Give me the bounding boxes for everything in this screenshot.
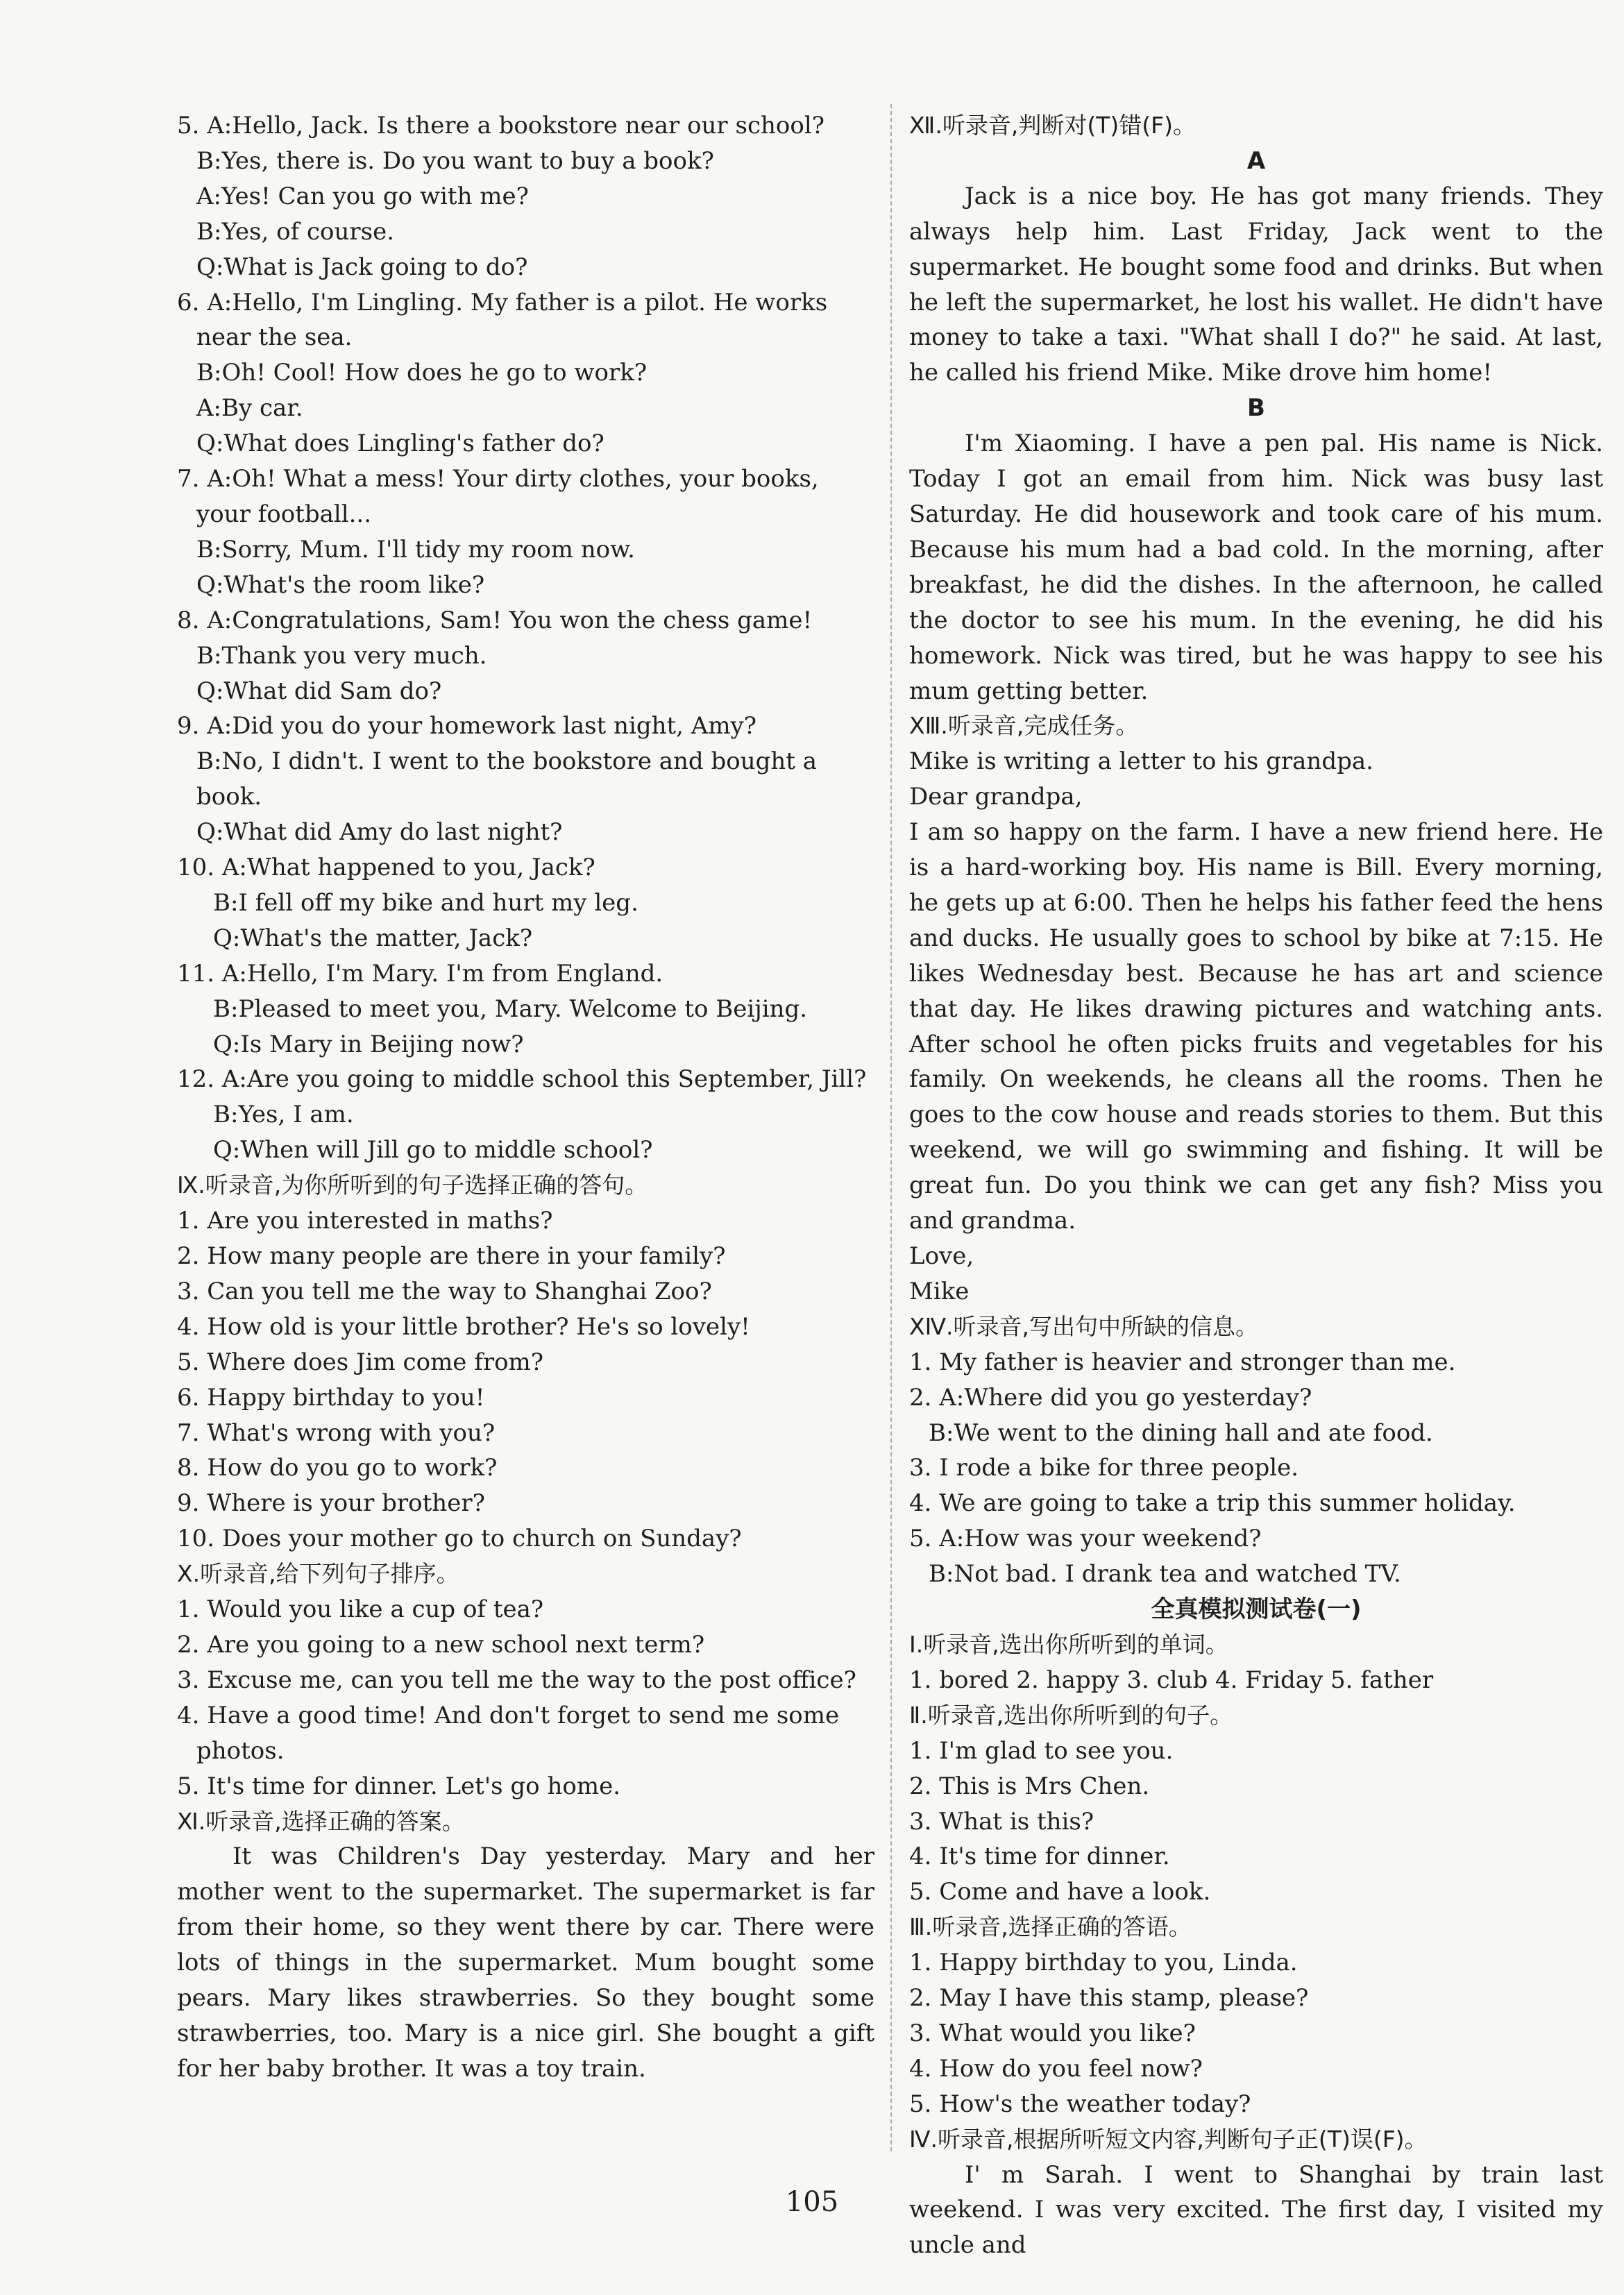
text-line: 3. I rode a bike for three people. — [909, 1454, 1299, 1482]
section-heading: Ⅺ.听录音,选择正确的答案。 — [177, 1807, 465, 1835]
text-line: Q:What does Lingling's father do? — [196, 430, 604, 458]
text-line: 9. A:Did you do your homework last night, Amy? — [177, 712, 756, 740]
text-line: A:Yes! Can you go with me? — [196, 182, 529, 210]
text-line: 10. A:What happened to you, Jack? — [177, 854, 595, 882]
text-line: B:Yes, of course. — [196, 217, 395, 246]
passage-a: Jack is a nice boy. He has got many friends. They always help him. Last Friday, Jack went to the supermarket. He bought some food and drinks. But when he left the supermarket, he lost his wallet. He didn't have money to take a taxi. "What shall I do?" he said. At last, he called his friend Mike. Mike drove him home! — [909, 182, 1603, 387]
section-heading: Ⅱ.听录音,选出你所听到的句子。 — [909, 1701, 1233, 1729]
text-line: 1. bored 2. happy 3. club 4. Friday 5. father — [909, 1666, 1434, 1694]
text-line: 4. How do you feel now? — [909, 2054, 1203, 2083]
section-heading: Ⅹ.听录音,给下列句子排序。 — [177, 1560, 459, 1588]
sarah-passage: I' m Sarah. I went to Shanghai by train last weekend. I was very excited. The first day, I visited my uncle and — [909, 2160, 1603, 2260]
text-line: B:Thank you very much. — [196, 641, 487, 670]
text-line: Q:What did Amy do last night? — [196, 818, 563, 847]
right-line-list — [909, 1310, 1603, 2158]
text-line: Q:What's the room like? — [196, 570, 485, 599]
text-line: 7. What's wrong with you? — [177, 1419, 496, 1447]
text-line: Q:What did Sam do? — [196, 677, 442, 705]
letter-intro: Mike is writing a letter to his grandpa. — [909, 747, 1373, 776]
text-line: 9. Where is your brother? — [177, 1489, 485, 1518]
text-line: 2. Are you going to a new school next term? — [177, 1630, 705, 1659]
text-line: B:We went to the dining hall and ate food. — [929, 1419, 1433, 1447]
text-line: near the sea. — [196, 323, 353, 352]
text-line: 3. Can you tell me the way to Shanghai Zoo? — [177, 1277, 712, 1305]
letter-body: I am so happy on the farm. I have a new friend here. He is a hard-working boy. His name is Bill. Every morning, he gets up at 6:00. Then he helps his father feed the hens and ducks. He usually goes to school by bike at 7:15. He likes Wednesday best. Because he has art and science that day. He likes drawing pictures and watching ants. After school he often picks fruits and vegetables for his family. On weekends, he cleans all the rooms. Then he goes to the cow house and reads stories to them. But this weekend, we will go swimming and fishing. It will be great fun. Do you think we can get any fish? Miss you and grandma. — [909, 818, 1603, 1235]
text-line: Q:What's the matter, Jack? — [213, 924, 533, 952]
text-line: 12. A:Are you going to middle school this September, Jill? — [177, 1065, 867, 1094]
text-line: 2. A:Where did you go yesterday? — [909, 1383, 1312, 1412]
text-line: 3. What would you like? — [909, 2019, 1196, 2047]
text-line: 1. I'm glad to see you. — [909, 1736, 1174, 1765]
section-heading: Ⅰ.听录音,选出你所听到的单词。 — [909, 1630, 1228, 1658]
text-line: 6. A:Hello, I'm Lingling. My father is a pilot. He works — [177, 288, 828, 316]
section-heading: Ⅸ.听录音,为你所听到的句子选择正确的答句。 — [177, 1171, 648, 1199]
text-line: 2. How many people are there in your family? — [177, 1242, 726, 1270]
text-line: 5. How's the weather today? — [909, 2090, 1251, 2118]
text-line: 4. Have a good time! And don't forget to send me some — [177, 1701, 840, 1729]
text-line: 1. Would you like a cup of tea? — [177, 1595, 544, 1624]
section-heading: Ⅳ.听录音,根据所听短文内容,判断句子正(T)误(F)。 — [909, 2125, 1428, 2153]
text-line: 5. A:How was your weekend? — [909, 1525, 1262, 1553]
text-line: 4. We are going to take a trip this summer holiday. — [909, 1489, 1516, 1518]
left-column — [177, 108, 874, 2087]
section-heading: ⅩⅣ.听录音,写出句中所缺的信息。 — [909, 1312, 1259, 1340]
text-line: photos. — [196, 1736, 285, 1765]
passage-b-label: B — [1247, 394, 1265, 423]
text-line: 6. Happy birthday to you! — [177, 1383, 485, 1412]
text-line: 8. How do you go to work? — [177, 1454, 498, 1482]
text-line: 1. My father is heavier and stronger than me. — [909, 1348, 1456, 1376]
section-13-heading: ⅩⅢ.听录音,完成任务。 — [909, 712, 1139, 740]
text-line: 3. Excuse me, can you tell me the way to the post office? — [177, 1666, 856, 1694]
test-title: 全真模拟测试卷(一) — [1151, 1595, 1362, 1624]
text-line: your football... — [196, 500, 372, 528]
text-line: 4. How old is your little brother? He's so lovely! — [177, 1312, 750, 1341]
left-line-list — [177, 108, 874, 1839]
column-divider — [890, 104, 892, 2151]
right-column — [909, 108, 1603, 2263]
text-line: B:Oh! Cool! How does he go to work? — [196, 359, 648, 387]
text-line: 1. Are you interested in maths? — [177, 1207, 553, 1235]
text-line: B:Yes, I am. — [213, 1101, 354, 1129]
text-line: 5. Where does Jim come from? — [177, 1348, 544, 1376]
text-line: B:Yes, there is. Do you want to buy a book? — [196, 146, 714, 175]
text-line: Q:When will Jill go to middle school? — [213, 1136, 653, 1165]
letter-greeting: Dear grandpa, — [909, 783, 1083, 811]
text-line: 2. This is Mrs Chen. — [909, 1772, 1150, 1800]
text-line: 5. Come and have a look. — [909, 1878, 1211, 1906]
text-line: 5. A:Hello, Jack. Is there a bookstore near our school? — [177, 112, 824, 139]
passage-a-label: A — [1246, 146, 1266, 175]
text-line: 2. May I have this stamp, please? — [909, 1984, 1309, 2013]
text-line: A:By car. — [196, 394, 303, 423]
section-heading: Ⅲ.听录音,选择正确的答语。 — [909, 1913, 1192, 1941]
section-12-heading: Ⅻ.听录音,判断对(T)错(F)。 — [909, 112, 1196, 139]
text-line: 8. A:Congratulations, Sam! You won the chess game! — [177, 606, 813, 634]
text-line: B:I fell off my bike and hurt my leg. — [213, 888, 638, 917]
text-line: book. — [196, 783, 262, 811]
text-line: 10. Does your mother go to church on Sunday? — [177, 1525, 742, 1553]
page-number: 105 — [785, 2186, 839, 2218]
text-line: 3. What is this? — [909, 1807, 1094, 1836]
text-line: B:Not bad. I drank tea and watched TV. — [929, 1560, 1401, 1589]
text-line: 11. A:Hello, I'm Mary. I'm from England. — [177, 959, 663, 988]
text-line: Q:What is Jack going to do? — [196, 253, 528, 281]
letter-signature: Mike — [909, 1277, 970, 1305]
children-day-passage: It was Children's Day yesterday. Mary and her mother went to the supermarket. The supermarket is far from their home, so they went there by car. There were lots of things in the supermarket. Mum bought some pears. Mary likes strawberries. So they bought some strawberries, too. Mary is a nice girl. She bought a gift for her baby brother. It was a toy train. — [177, 1843, 874, 2083]
text-line: B:No, I didn't. I went to the bookstore and bought a — [196, 747, 818, 776]
text-line: 7. A:Oh! What a mess! Your dirty clothes, your books, — [177, 465, 819, 493]
text-line: 4. It's time for dinner. — [909, 1843, 1170, 1871]
text-line: 1. Happy birthday to you, Linda. — [909, 1949, 1298, 1977]
letter-closing: Love, — [909, 1242, 974, 1270]
text-line: B:Sorry, Mum. I'll tidy my room now. — [196, 535, 635, 564]
text-line: 5. It's time for dinner. Let's go home. — [177, 1772, 620, 1800]
text-line: Q:Is Mary in Beijing now? — [213, 1030, 524, 1058]
passage-b: I'm Xiaoming. I have a pen pal. His name is Nick. Today I got an email from him. Nick was busy last Saturday. He did housework and took care of his mum. Because his mum had a bad cold. In the morning, after breakfast, he did the dishes. In the afternoon, he called the doctor to see his mum. In the evening, he did his homework. Nick was tired, but he was happy to see his mum getting better. — [909, 430, 1603, 705]
text-line: B:Pleased to meet you, Mary. Welcome to Beijing. — [213, 994, 808, 1023]
